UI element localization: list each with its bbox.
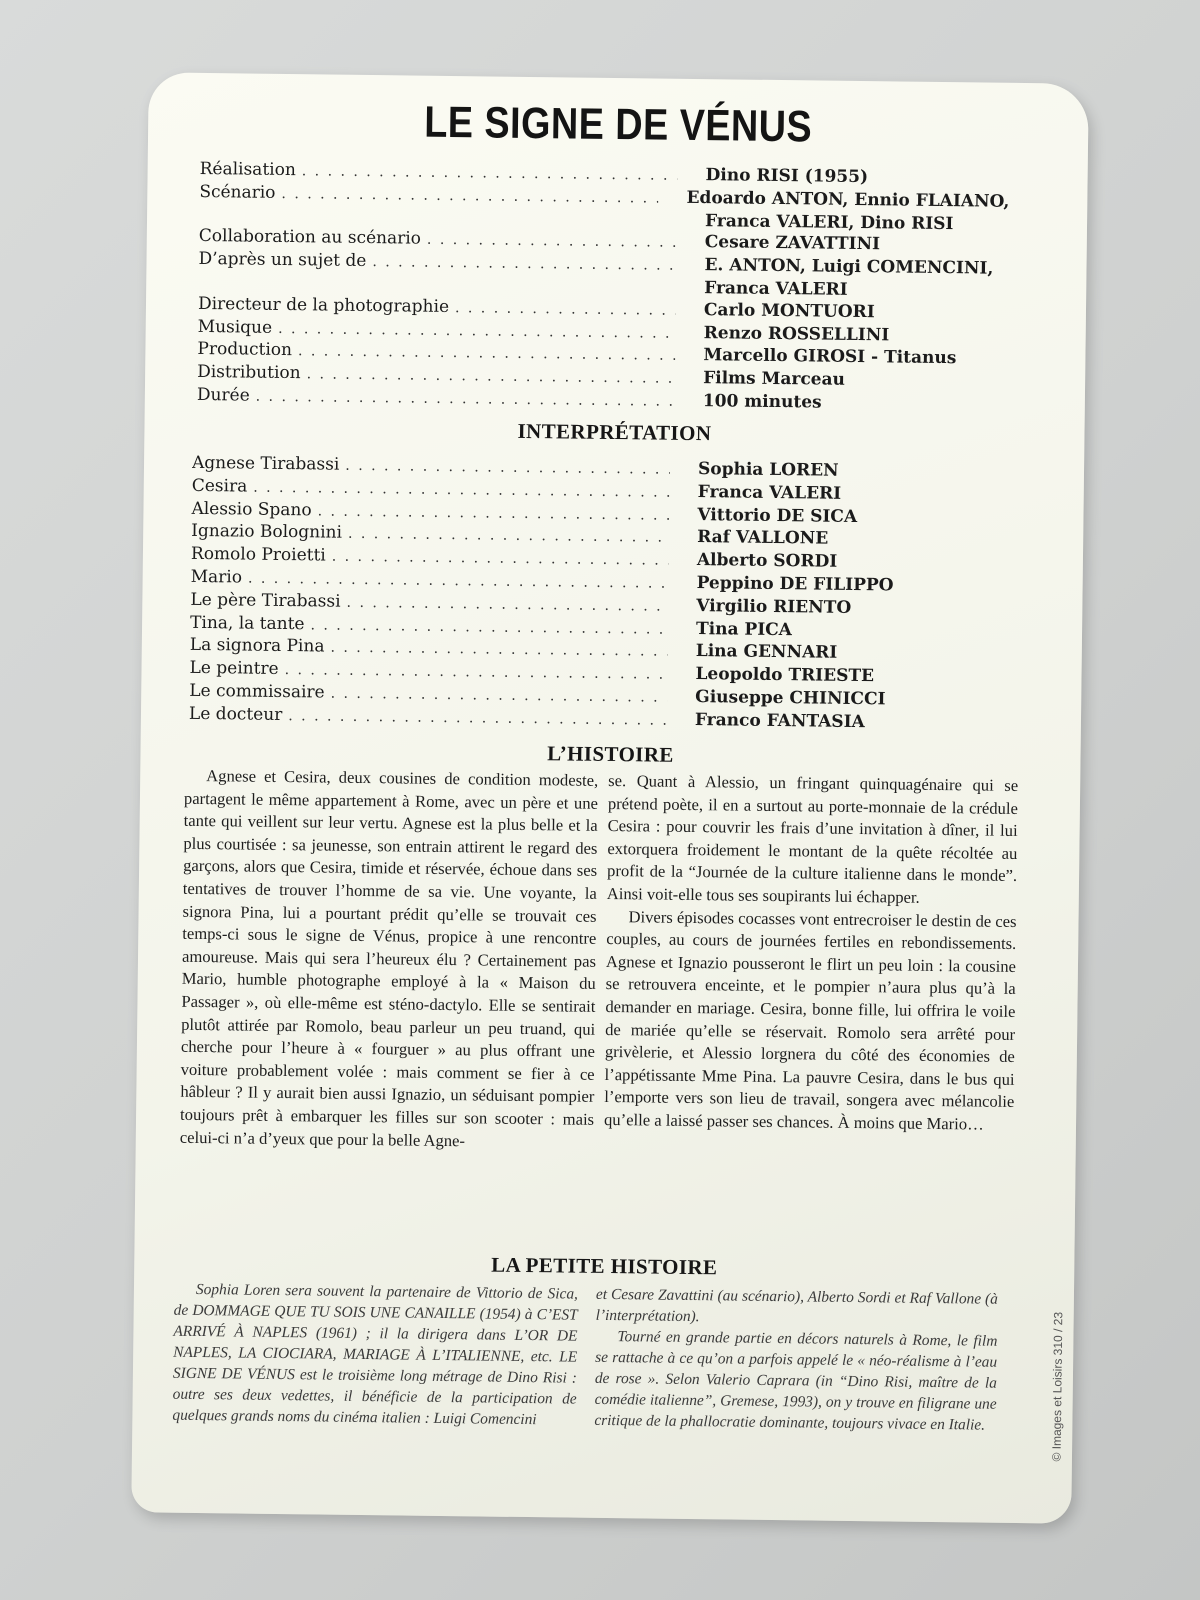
cast-actor: Franca VALERI [697,481,842,504]
credit-label: Distribution [197,362,301,384]
cast-role: Le commissaire [189,680,325,703]
credit-value: E. ANTON, Luigi COMENCINI, [704,255,994,279]
credits-list [197,159,1010,418]
histoire-paragraph: se. Quant à Alessio, un fringant quinquagénaire qui se prétend poète, il en a surtout au porte-monnaie de la crédule Cesira : pour couvrir les frais d’une invitation à dîner, il lui extorquera froidement le montant de la quête récoltée au profit de la “Journée de la culture italienne dans le monde”. Ainsi voit-elle tous ses soupirants lui échapper. [606,770,1019,907]
credit-value: Franca VALERI [704,278,848,300]
credit-label: Directeur de la photographie [197,293,450,317]
credit-value: Franca VALERI, Dino RISI [704,210,954,234]
credit-label: Musique [197,316,273,338]
credit-label: D’après un sujet de [198,249,367,272]
petite-histoire-paragraph: Tourné en grande partie en décors naturels à Rome, le film se rattache à ce qu’on a parfois appelé le « néo-réalisme à l’eau de rose ». Selon Valerio Caprara (in “Dino Risi, maître de la comédie italienne”, Gremese, 1993), on y trouve en filigrane une critique de la phallocratie dominante, toujours vivace en Italie. [594,1328,998,1434]
credit-label: Durée [196,384,250,406]
interpretation-heading: INTERPRÉTATION [517,418,712,446]
cast-actor: Franco FANTASIA [694,709,865,732]
credit-value: Films Marceau [703,368,846,391]
cast-actor: Alberto SORDI [696,550,838,572]
credit-label: Production [197,339,293,361]
cast-role: Cesira [191,475,248,497]
petite-histoire-left-column [172,1279,578,1431]
credit-value: Carlo MONTUORI [703,299,875,322]
credit-value: 100 minutes [702,391,822,413]
cast-role: Le docteur [188,703,283,725]
cast-actor: Peppino DE FILIPPO [696,573,894,596]
cast-actor: Raf VALLONE [697,527,829,550]
cast-actor: Tina PICA [695,618,793,640]
cast-list [189,453,1002,736]
cast-role: Alessio Spano [191,498,312,520]
cast-role: Romolo Proietti [190,544,326,566]
histoire-paragraph: Agnese et Cesira, deux cousines de condition modeste, partagent le même appartement à Rome, avec un père et une tante qui veillent sur leur vertu. Agnese est la plus belle et la plus courtisée : sa jeunesse, son entrain attirent le regard des garçons, alors que Cesira, timide et réservée, échoue dans ses tentatives de trouver l’homme de sa vie. Une voyante, la signora Pina, lui a pourtant prédit qu’elle se trouvait ces temps-ci sous le signe de Vénus, propice à une rencontre amoureuse. Mais qui sera l’heureux élu ? Certainement pas Mario, humble photographe employé à la « Maison du Passager », où elle-même est sténo-dactylo. Elle se sentirait plutôt attirée par Romolo, beau parleur un peu truand, qui cherche pour l’heure à « fourguer » au plus offrant une voiture probablement volée : mais comment se fier à ce hâbleur ? Il y aurait bien aussi Ignazio, un séduisant pompier toujours prêt à embarquer les filles sur son scooter : mais celui-ci n’a d’yeux que pour la belle Agne- [179,766,599,1150]
credit-label: Collaboration au scénario [198,226,422,250]
petite-histoire-paragraph: et Cesare Zavattini (au scénario), Alberto Sordi et Raf Vallone (à l’interprétation). [595,1285,999,1326]
credit-value: Edoardo ANTON, Ennio FLAIANO, [686,187,1010,212]
cast-role: La signora Pina [189,635,325,657]
petite-histoire-heading: LA PETITE HISTOIRE [491,1252,718,1280]
cast-actor: Virgilio RIENTO [696,595,852,618]
petite-histoire-right-column [594,1284,998,1436]
cast-actor: Sophia LOREN [697,459,839,481]
credit-label: Réalisation [199,158,296,181]
credit-value: Marcello GIROSI - Titanus [703,345,957,369]
film-card [131,72,1089,1523]
credit-value: Renzo ROSSELLINI [703,322,890,345]
cast-role: Le père Tirabassi [190,589,341,612]
histoire-left-column [180,765,599,1154]
cast-role: Le peintre [189,658,279,680]
cast-actor: Lina GENNARI [695,641,838,664]
film-title: LE SIGNE DE VÉNUS [423,97,813,152]
cast-role: Tina, la tante [189,612,305,634]
petite-histoire-paragraph: Sophia Loren sera souvent la partenaire de Vittorio de Sica, de DOMMAGE QUE TU SOIS UNE CANAILLE (1954) à C’EST ARRIVÉ À NAPLES (1961) ; il la dirigera dans L’OR DE NAPLES, LA CIOCIARA, MARIAGE À L’ITALIENNE, etc. LE SIGNE DE VÉNUS est le troisième long métrage de Dino Risi : outre ses deux vedettes, il bénéficie de la participation de quelques grands noms du cinéma italien : Luigi Comencini [172,1280,579,1429]
cast-actor: Giuseppe CHINICCI [695,687,886,710]
histoire-right-column [604,770,1018,1136]
histoire-paragraph: Divers épisodes cocasses vont entrecroiser le destin de ces couples, au cours de journées fertiles en rebondissements. Agnese et Ignazio pousseront le flirt un peu loin : la cousine se retrouvera enceinte, et le pompier n’aura plus qu’à la demander en mariage. Cesira, bonne fille, lui offrira le voile de mariée qu’elle se réservait. Romolo sera arrêté pour grivèlerie, et Alessio lorgnera du côté des économies de l’appétissante Mme Pina. La pauvre Cesira, dans le bus qui l’emporte vers son lieu de travail, songera avec mélancolie qu’elle a laissé passer ses chances. À moins que Mario… [603,906,1017,1134]
cast-role: Ignazio Bolognini [191,521,343,544]
cast-actor: Vittorio DE SICA [697,504,858,527]
credit-label: Scénario [199,181,276,203]
credit-value: Dino RISI (1955) [705,165,869,188]
cast-actor: Leopoldo TRIESTE [695,664,875,687]
cast-role: Agnese Tirabassi [191,452,340,475]
cast-role: Mario [190,566,243,588]
histoire-heading: L’HISTOIRE [547,741,674,767]
copyright-notice: © Images et Loisirs 310 / 23 [1049,1311,1066,1462]
credit-value: Cesare ZAVATTINI [704,232,881,255]
